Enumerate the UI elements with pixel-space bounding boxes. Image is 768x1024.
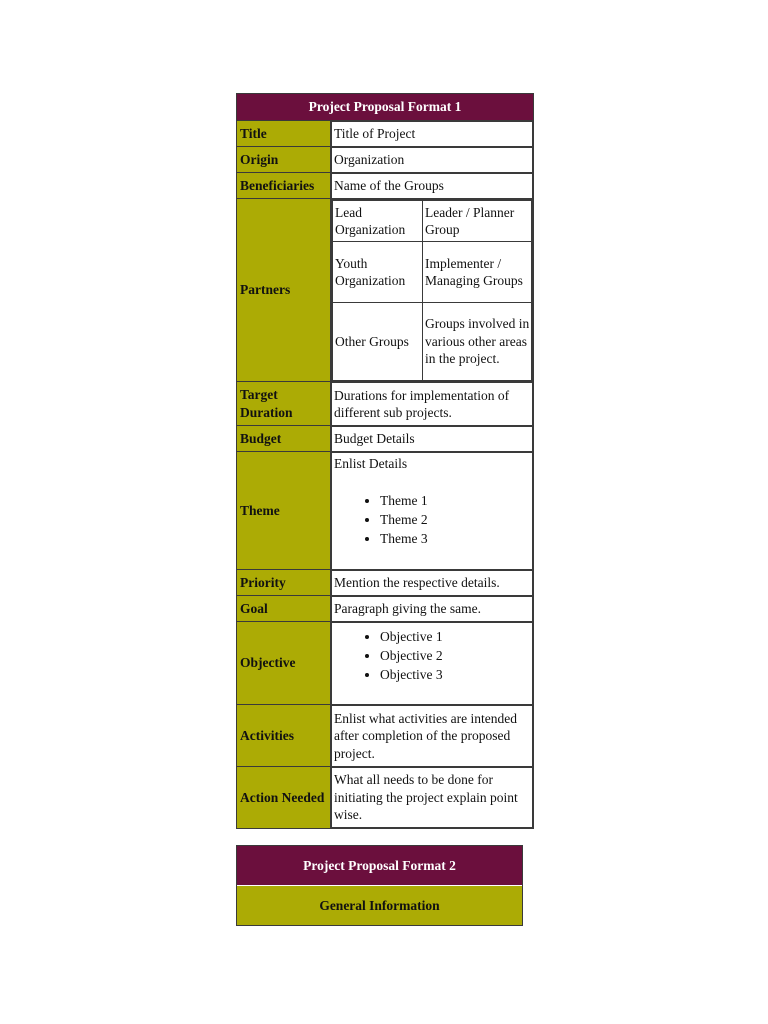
table-row [237,147,533,173]
proposal-format-2-table [236,845,523,926]
activities-value: Enlist what activities are intended after completion of the proposed project. [331,705,533,767]
partner-role: Leader / Planner Group [423,201,532,242]
title-label: Title [237,121,331,147]
beneficiaries-label: Beneficiaries [237,173,331,199]
proposal-format-1-table [236,93,534,829]
theme-intro: Enlist Details [334,456,408,471]
list-item: • Objective 1 [380,627,531,646]
beneficiaries-value: Name of the Groups [331,173,533,199]
partner-row [333,303,532,381]
partner-role: Groups involved in various other areas in the project. [423,303,532,381]
table-row [237,121,533,147]
table-row [237,426,533,452]
format-1-title: Project Proposal Format 1 [237,94,533,121]
partner-name: Other Groups [333,303,423,381]
list-item: • Theme 1 [380,491,531,510]
partner-row [333,242,532,303]
goal-label: Goal [237,596,331,622]
list-item: • Objective 2 [380,646,531,665]
priority-label: Priority [237,570,331,596]
list-item: • Theme 3 [380,529,531,548]
partner-row [333,201,532,242]
list-item: • Objective 3 [380,665,531,684]
list-item: • Theme 2 [380,510,531,529]
partner-role: Implementer / Managing Groups [423,242,532,303]
table-row [237,173,533,199]
theme-list [334,491,531,548]
objective-value [331,622,533,705]
origin-value: Organization [331,147,533,173]
title-value: Title of Project [331,121,533,147]
action-needed-value: What all needs to be done for initiating the project explain point wise. [331,767,533,828]
table-row [237,705,533,767]
goal-value: Paragraph giving the same. [331,596,533,622]
partner-name: Lead Organization [333,201,423,242]
table-row [237,570,533,596]
table-row [237,382,533,426]
action-needed-label: Action Needed [237,767,331,828]
table-row [237,199,533,382]
objective-list [334,627,531,684]
partners-table [332,200,532,381]
theme-value [331,452,533,570]
objective-label: Objective [237,622,331,705]
table-row [237,452,533,570]
priority-value: Mention the respective details. [331,570,533,596]
budget-label: Budget [237,426,331,452]
table-row [237,622,533,705]
format-2-subtitle: General Information [237,886,522,925]
partners-cell [331,199,533,382]
theme-label: Theme [237,452,331,570]
origin-label: Origin [237,147,331,173]
budget-value: Budget Details [331,426,533,452]
partner-name: Youth Organization [333,242,423,303]
table-row [237,767,533,828]
format-2-title: Project Proposal Format 2 [237,846,522,886]
target-duration-label: Target Duration [237,382,331,426]
partners-label: Partners [237,199,331,382]
table-row [237,596,533,622]
activities-label: Activities [237,705,331,767]
target-duration-value: Durations for implementation of different sub projects. [331,382,533,426]
